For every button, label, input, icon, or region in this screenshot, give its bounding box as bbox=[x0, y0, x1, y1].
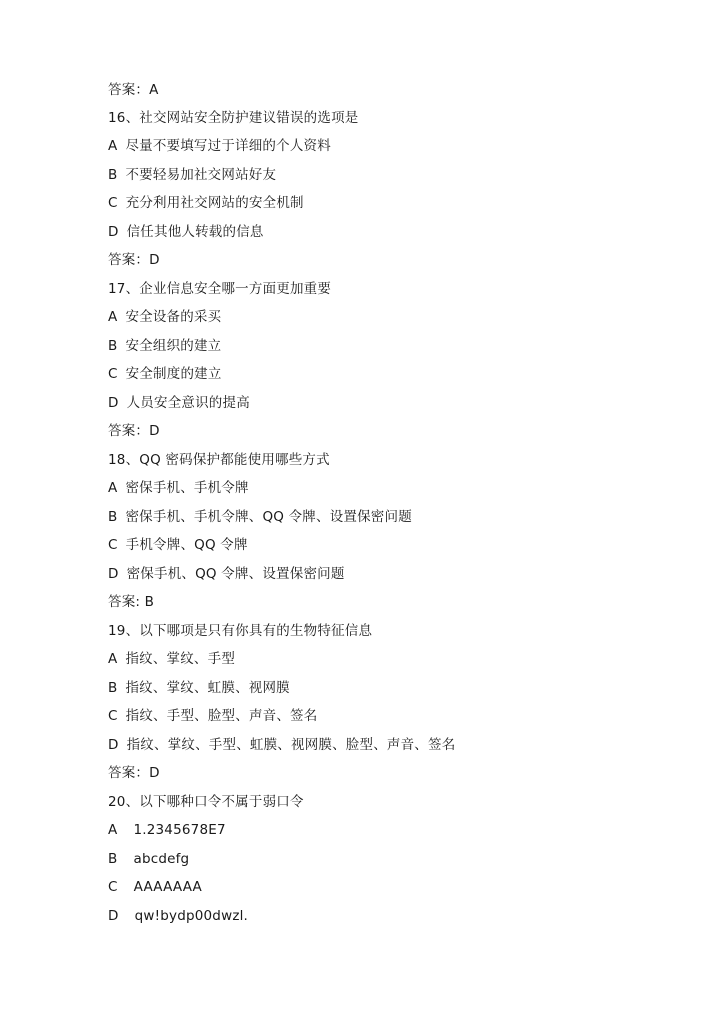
option-letter: C bbox=[108, 708, 118, 724]
option-text: 人员安全意识的提高 bbox=[126, 395, 250, 411]
option-text: 安全设备的采买 bbox=[125, 309, 222, 325]
option-16-c bbox=[108, 192, 304, 214]
option-text: 密保手机、手机令牌、QQ 令牌、设置保密问题 bbox=[125, 509, 412, 525]
answer-19: 答案：D bbox=[108, 765, 160, 781]
option-letter: B bbox=[108, 338, 118, 354]
option-text: 指纹、手型、脸型、声音、签名 bbox=[125, 708, 318, 724]
option-letter: C bbox=[108, 879, 118, 895]
option-16-a bbox=[108, 135, 331, 157]
option-letter: A bbox=[108, 138, 118, 154]
option-letter: A bbox=[108, 480, 118, 496]
option-text: 手机令牌、QQ 令牌 bbox=[125, 537, 248, 553]
option-16-d bbox=[108, 221, 264, 243]
option-20-d bbox=[108, 905, 248, 927]
answer-17: 答案：D bbox=[108, 423, 160, 439]
option-letter: D bbox=[108, 908, 119, 924]
option-letter: D bbox=[108, 566, 119, 582]
option-19-c bbox=[108, 705, 317, 727]
option-18-c bbox=[108, 534, 248, 556]
option-letter: D bbox=[108, 224, 119, 240]
option-17-a bbox=[108, 306, 221, 328]
question-16: 16、社交网站安全防护建议错误的选项是 bbox=[108, 110, 359, 126]
option-text: 指纹、掌纹、手型、虹膜、视网膜、脸型、声音、签名 bbox=[126, 737, 456, 753]
option-text: 尽量不要填写过于详细的个人资料 bbox=[125, 138, 331, 154]
answer-18: 答案: B bbox=[108, 594, 155, 610]
question-18: 18、QQ 密码保护都能使用哪些方式 bbox=[108, 452, 330, 468]
option-letter: B bbox=[108, 167, 118, 183]
option-18-d bbox=[108, 563, 345, 585]
option-19-b bbox=[108, 677, 290, 699]
option-16-b bbox=[108, 164, 276, 186]
question-20: 20、以下哪种口令不属于弱口令 bbox=[108, 794, 304, 810]
option-20-c bbox=[108, 876, 202, 898]
option-letter: A bbox=[108, 822, 118, 838]
option-20-b bbox=[108, 848, 189, 870]
option-text: abcdefg bbox=[133, 851, 190, 867]
option-17-d bbox=[108, 392, 250, 414]
option-text: 信任其他人转载的信息 bbox=[126, 224, 264, 240]
question-17: 17、企业信息安全哪一方面更加重要 bbox=[108, 281, 332, 297]
option-letter: A bbox=[108, 651, 118, 667]
answer-15: 答案：A bbox=[108, 82, 159, 98]
option-text: 安全组织的建立 bbox=[125, 338, 222, 354]
option-text: 指纹、掌纹、虹膜、视网膜 bbox=[125, 680, 290, 696]
option-text: 充分利用社交网站的安全机制 bbox=[125, 195, 304, 211]
answer-16: 答案：D bbox=[108, 252, 160, 268]
option-text: qw!bydp00dwzl. bbox=[134, 908, 249, 924]
option-19-d bbox=[108, 734, 455, 756]
option-text: 安全制度的建立 bbox=[125, 366, 222, 382]
option-text: 1.2345678E7 bbox=[133, 822, 226, 838]
option-letter: B bbox=[108, 851, 118, 867]
option-letter: C bbox=[108, 537, 118, 553]
option-letter: A bbox=[108, 309, 118, 325]
option-text: 指纹、掌纹、手型 bbox=[125, 651, 236, 667]
option-letter: C bbox=[108, 366, 118, 382]
option-text: 密保手机、QQ 令牌、设置保密问题 bbox=[126, 566, 345, 582]
option-text: AAAAAAA bbox=[133, 879, 202, 895]
option-20-a bbox=[108, 819, 226, 841]
option-18-b bbox=[108, 506, 412, 528]
option-17-c bbox=[108, 363, 222, 385]
option-letter: D bbox=[108, 395, 119, 411]
option-text: 不要轻易加社交网站好友 bbox=[125, 167, 277, 183]
option-letter: B bbox=[108, 680, 118, 696]
question-19: 19、以下哪项是只有你具有的生物特征信息 bbox=[108, 623, 373, 639]
option-text: 密保手机、手机令牌 bbox=[125, 480, 249, 496]
option-letter: B bbox=[108, 509, 118, 525]
option-18-a bbox=[108, 477, 249, 499]
option-17-b bbox=[108, 335, 221, 357]
option-19-a bbox=[108, 648, 235, 670]
option-letter: D bbox=[108, 737, 119, 753]
option-letter: C bbox=[108, 195, 118, 211]
